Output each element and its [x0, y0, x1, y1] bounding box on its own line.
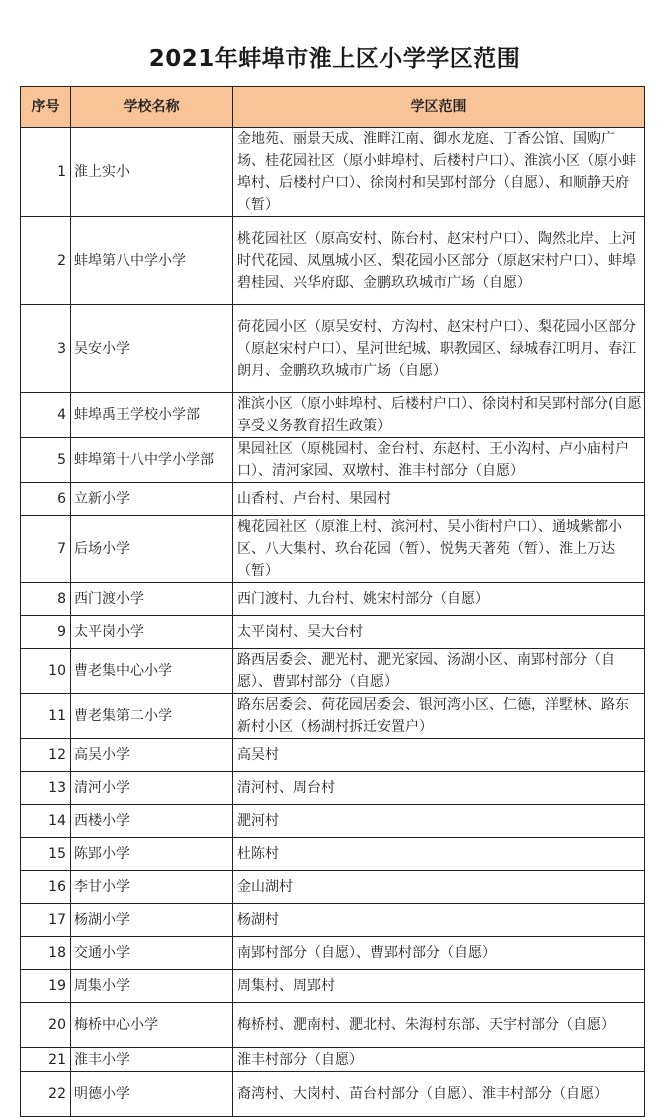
row-index: 6 — [21, 483, 71, 516]
row-index: 15 — [21, 838, 71, 871]
row-school-name: 清河小学 — [71, 772, 233, 805]
row-district-area: 果园社区（原桃园村、金台村、东赵村、王小沟村、卢小庙村户口）、清河家园、双墩村、淮丰村部分（自愿） — [233, 438, 645, 483]
row-district-area: 南郢村部分（自愿）、曹郢村部分（自愿） — [233, 937, 645, 970]
row-index: 3 — [21, 305, 71, 393]
row-school-name: 后场小学 — [71, 516, 233, 583]
row-index: 22 — [21, 1072, 71, 1117]
row-index: 4 — [21, 393, 71, 438]
table-row — [21, 805, 645, 838]
table-row — [21, 516, 645, 583]
row-school-name: 立新小学 — [71, 483, 233, 516]
row-index: 9 — [21, 616, 71, 649]
table-row — [21, 739, 645, 772]
row-index: 19 — [21, 970, 71, 1003]
page-title: 2021年蚌埠市淮上区小学学区范围 — [148, 46, 521, 72]
row-school-name: 太平岗小学 — [71, 616, 233, 649]
row-school-name: 周集小学 — [71, 970, 233, 1003]
row-district-area: 淮滨小区（原小蚌埠村、后楼村户口）、徐岗村和吴郢村部分(自愿享受义务教育招生政策） — [233, 393, 645, 438]
row-index: 7 — [21, 516, 71, 583]
row-district-area: 梅桥村、淝南村、淝北村、朱海村东部、天宇村部分（自愿） — [233, 1003, 645, 1048]
row-index: 18 — [21, 937, 71, 970]
row-district-area: 桃花园社区（原高安村、陈台村、赵宋村户口）、陶然北岸、上河时代花园、凤凰城小区、梨花园小区部分（原赵宋村户口）、蚌埠碧桂园、兴华府邸、金鹏玖玖城市广场（自愿） — [233, 217, 645, 305]
table-row — [21, 616, 645, 649]
row-district-area: 周集村、周郢村 — [233, 970, 645, 1003]
row-district-area: 路东居委会、荷花园居委会、银河湾小区、仁德，洋墅林、路东新村小区（杨湖村拆迁安置户） — [233, 694, 645, 739]
row-index: 16 — [21, 871, 71, 904]
row-district-area: 杨湖村 — [233, 904, 645, 937]
row-district-area: 荷花园小区（原吴安村、方沟村、赵宋村户口）、梨花园小区部分（原赵宋村户口）、星河世纪城、职教园区、绿城春江明月、春江朗月、金鹏玖玖城市广场（自愿） — [233, 305, 645, 393]
table-header-row — [21, 87, 645, 128]
row-school-name: 西楼小学 — [71, 805, 233, 838]
table-row — [21, 970, 645, 1003]
row-index: 2 — [21, 217, 71, 305]
school-district-table — [20, 86, 645, 1117]
table-row — [21, 871, 645, 904]
row-district-area: 淮丰村部分（自愿） — [233, 1048, 645, 1072]
row-index: 13 — [21, 772, 71, 805]
table-row — [21, 694, 645, 739]
header-district-area: 学区范围 — [233, 87, 645, 128]
row-index: 11 — [21, 694, 71, 739]
row-district-area: 太平岗村、吴大台村 — [233, 616, 645, 649]
table-row — [21, 438, 645, 483]
row-district-area: 山香村、卢台村、果园村 — [233, 483, 645, 516]
table-row — [21, 1072, 645, 1117]
row-district-area: 高吴村 — [233, 739, 645, 772]
row-school-name: 吴安小学 — [71, 305, 233, 393]
header-school-name: 学校名称 — [71, 87, 233, 128]
row-school-name: 蚌埠第八中学小学 — [71, 217, 233, 305]
row-index: 5 — [21, 438, 71, 483]
row-school-name: 杨湖小学 — [71, 904, 233, 937]
row-district-area: 清河村、周台村 — [233, 772, 645, 805]
row-index: 21 — [21, 1048, 71, 1072]
table-row — [21, 128, 645, 217]
row-school-name: 西门渡小学 — [71, 583, 233, 616]
row-school-name: 淮丰小学 — [71, 1048, 233, 1072]
row-district-area: 杜陈村 — [233, 838, 645, 871]
row-school-name: 淮上实小 — [71, 128, 233, 217]
table-row — [21, 217, 645, 305]
row-district-area: 裔湾村、大岗村、苗台村部分（自愿）、淮丰村部分（自愿） — [233, 1072, 645, 1117]
row-district-area: 金地苑、丽景天成、淮畔江南、御水龙庭、丁香公馆、国购广场、桂花园社区（原小蚌埠村、后楼村户口）、淮滨小区（原小蚌埠村、后楼村户口）、徐岗村和吴郢村部分（自愿）、和顺静天府（暂） — [233, 128, 645, 217]
row-school-name: 蚌埠禹王学校小学部 — [71, 393, 233, 438]
row-district-area: 金山湖村 — [233, 871, 645, 904]
table-row — [21, 1048, 645, 1072]
row-district-area: 槐花园社区（原淮上村、滨河村、吴小街村户口）、通城紫都小区、八大集村、玖台花园（暂）、悦隽天著苑（暂）、淮上万达（暂） — [233, 516, 645, 583]
table-row — [21, 1003, 645, 1048]
table-row — [21, 904, 645, 937]
row-index: 12 — [21, 739, 71, 772]
row-school-name: 蚌埠第十八中学小学部 — [71, 438, 233, 483]
row-index: 17 — [21, 904, 71, 937]
row-school-name: 明德小学 — [71, 1072, 233, 1117]
table-row — [21, 838, 645, 871]
row-school-name: 李甘小学 — [71, 871, 233, 904]
table-row — [21, 393, 645, 438]
table-row — [21, 583, 645, 616]
header-index: 序号 — [21, 87, 71, 128]
row-district-area: 淝河村 — [233, 805, 645, 838]
row-school-name: 高吴小学 — [71, 739, 233, 772]
row-district-area: 西门渡村、九台村、姚宋村部分（自愿） — [233, 583, 645, 616]
row-index: 10 — [21, 649, 71, 694]
row-school-name: 交通小学 — [71, 937, 233, 970]
row-school-name: 梅桥中心小学 — [71, 1003, 233, 1048]
table-row — [21, 772, 645, 805]
row-district-area: 路西居委会、淝光村、淝光家园、汤湖小区、南郢村部分（自愿）、曹郢村部分（自愿） — [233, 649, 645, 694]
row-school-name: 曹老集第二小学 — [71, 694, 233, 739]
row-school-name: 曹老集中心小学 — [71, 649, 233, 694]
table-row — [21, 483, 645, 516]
row-index: 14 — [21, 805, 71, 838]
row-index: 8 — [21, 583, 71, 616]
table-row — [21, 649, 645, 694]
row-index: 20 — [21, 1003, 71, 1048]
table-row — [21, 937, 645, 970]
row-school-name: 陈郢小学 — [71, 838, 233, 871]
row-index: 1 — [21, 128, 71, 217]
table-row — [21, 305, 645, 393]
